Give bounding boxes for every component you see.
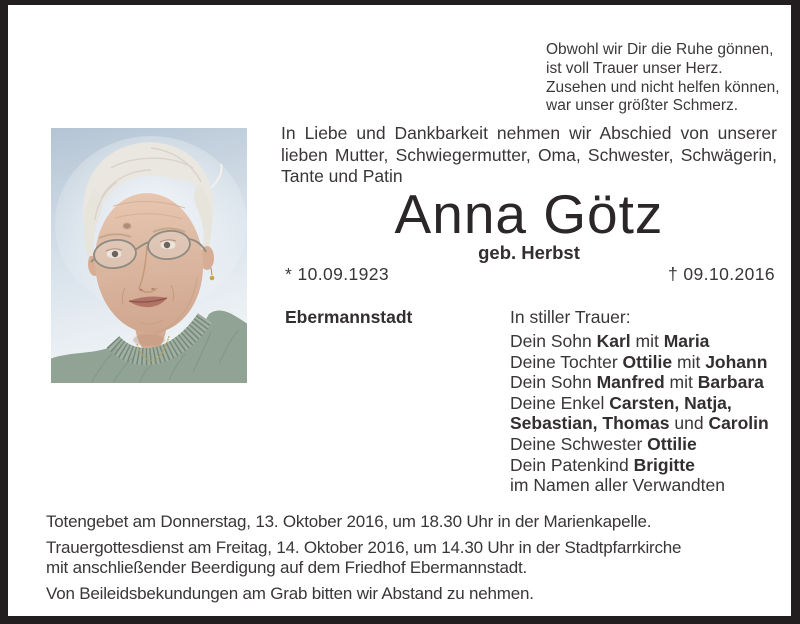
mourner-line <box>510 393 769 414</box>
service-line: Totengebet am Donnerstag, 13. Oktober 2016, um 18.30 Uhr in der Marienkapelle. <box>46 512 652 531</box>
memorial-verse <box>546 41 780 116</box>
mourner-name: Barbara <box>697 372 764 393</box>
mourner-text: Deine Enkel <box>510 392 610 413</box>
service-announcements <box>46 512 776 610</box>
mourner-name: Karl <box>596 331 631 351</box>
verse-line: war unser größter Schmerz. <box>546 97 739 115</box>
birth-date: * 10.09.1923 <box>285 264 390 284</box>
intro-text <box>281 123 777 188</box>
intro-line: In Liebe und Dankbarkeit nehmen wir Abschied von unserer <box>281 123 777 143</box>
mourner-text: mit <box>664 372 698 393</box>
service-line: Trauergottesdienst am Freitag, 14. Oktober 2016, um 14.30 Uhr in der Stadtpfarrkirche <box>46 538 682 557</box>
mourner-text: im Namen aller Verwandten <box>510 475 725 496</box>
death-date: † 09.10.2016 <box>668 264 775 284</box>
mourner-name: Sebastian, Thomas <box>510 413 670 434</box>
mourner-line <box>510 475 769 496</box>
obituary-card <box>8 5 791 616</box>
service-line: Von Beileidsbekundungen am Grab bitten wir Abstand zu nehmen. <box>46 583 534 603</box>
mourning-heading: In stiller Trauer: <box>510 307 631 327</box>
mourners-list <box>510 331 769 496</box>
mourner-text: Dein Patenkind <box>510 454 634 475</box>
mourner-line <box>510 455 769 476</box>
mourner-name: Johann <box>705 351 768 372</box>
mourner-name: Maria <box>663 331 710 351</box>
maiden-name: geb. Herbst <box>478 242 580 263</box>
intro-line: lieben Mutter, Schwiegermutter, Oma, Schwester, Schwägerin, <box>281 144 777 165</box>
mourner-name: Carsten, Natja, <box>609 392 732 413</box>
place-name: Ebermannstadt <box>285 307 413 327</box>
verse-line: Zusehen und nicht helfen können, <box>546 78 780 96</box>
mourner-text: mit <box>672 351 706 372</box>
intro-line: Tante und Patin <box>281 166 403 186</box>
mourner-text: Deine Tochter <box>510 351 623 372</box>
mourner-line <box>510 352 769 373</box>
mourner-text: Deine Schwester <box>510 433 648 454</box>
mourner-line <box>510 413 769 434</box>
mourner-name: Ottilie <box>647 433 697 454</box>
life-dates <box>285 264 775 285</box>
mourner-text: Dein Sohn <box>510 331 597 351</box>
service-paragraph <box>46 538 776 577</box>
verse-line: Obwohl wir Dir die Ruhe gönnen, <box>546 41 774 58</box>
mourner-line <box>510 434 769 455</box>
service-line: mit anschließender Beerdigung auf dem Friedhof Ebermannstadt. <box>46 557 528 577</box>
mourner-name: Carolin <box>708 413 769 434</box>
mourner-text: Dein Sohn <box>510 372 597 393</box>
photo-neck-shadow <box>133 334 165 346</box>
mourner-line <box>510 331 769 352</box>
service-paragraph <box>46 512 776 532</box>
mourner-text: und <box>669 413 709 434</box>
mourner-name: Brigitte <box>633 454 695 475</box>
verse-line: ist voll Trauer unser Herz. <box>546 59 723 77</box>
portrait-photo <box>51 128 247 383</box>
service-paragraph <box>46 584 776 604</box>
mourner-line <box>510 372 769 393</box>
mourner-name: Ottilie <box>622 351 673 372</box>
deceased-name: Anna Götz <box>394 183 664 245</box>
mourner-text: mit <box>630 331 664 351</box>
mourner-name: Manfred <box>596 372 665 393</box>
